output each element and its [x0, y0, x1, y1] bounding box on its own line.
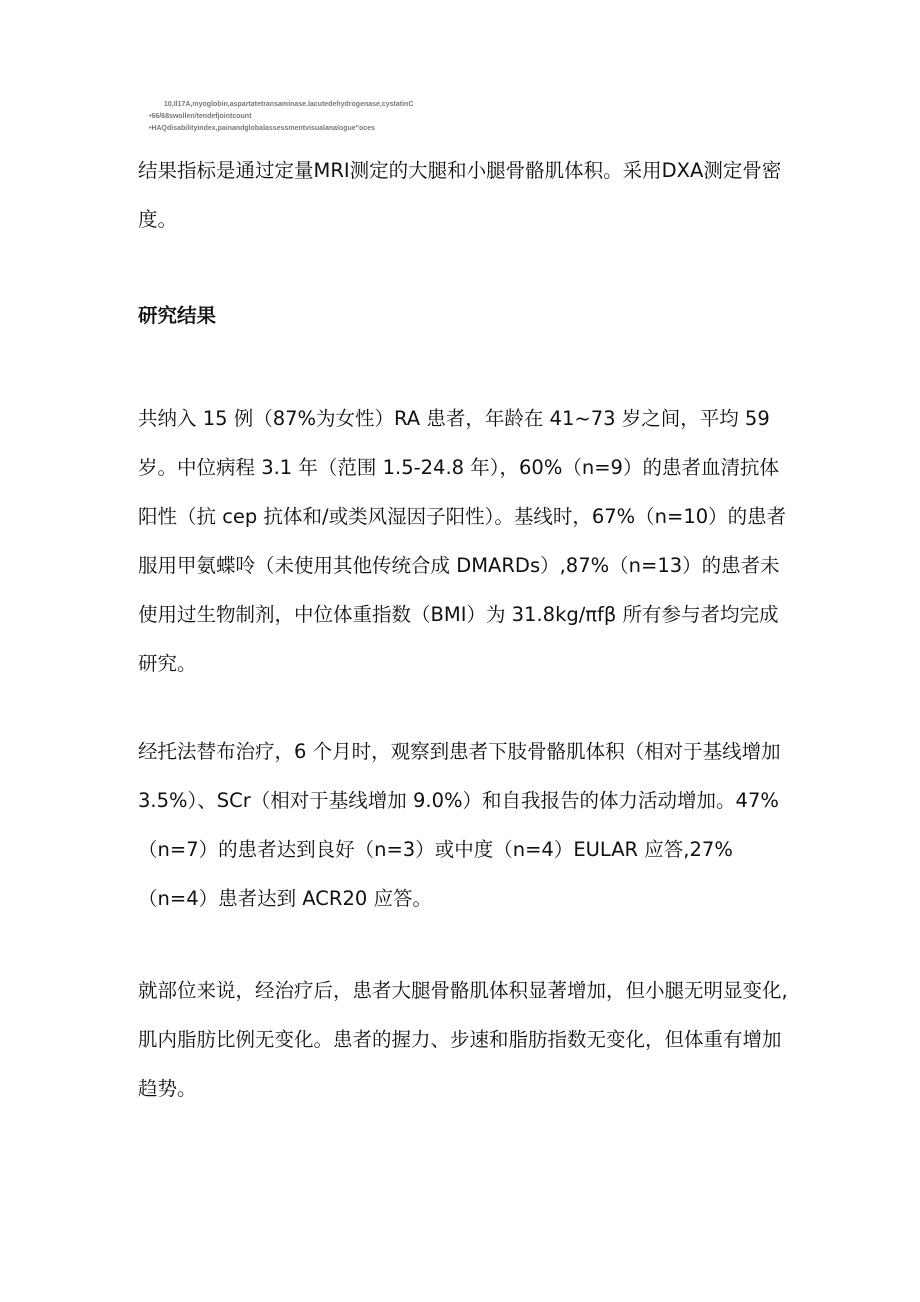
treatment-paragraph: 经托法替布治疗，6 个月时，观察到患者下肢骨骼肌体积（相对于基线增加 3.5%）、SCr（相对于基线增加 9.0%）和自我报告的体力活动增加。47%（n=7）的患者达到良好（n=3）或中度（n=4）EULAR 应答,27%（n=4）患者达到 ACR20 应答。: [138, 740, 781, 910]
footnote-block: [149, 99, 413, 135]
results-heading: 研究结果: [138, 304, 217, 327]
footnote-line-1: 10,Il17A,myoglobin,aspartatetransaminase.lacutedehydrogenase,cystatinC: [164, 101, 414, 108]
footnote-line-3: •HAQdisabilityindex,painandglobalassessmentvisualanalogue"oces: [149, 125, 375, 132]
regional-paragraph: 就部位来说，经治疗后，患者大腿骨骼肌体积显著增加，但小腿无明显变化,肌内脂肪比例无变化。患者的握力、步速和脂肪指数无变化，但体重有增加趋势。: [138, 979, 788, 1100]
footnote-line-2: •66/68swollen/tendefjointcount: [149, 113, 252, 120]
baseline-paragraph: 共纳入 15 例（87%为女性）RA 患者，年龄在 41~73 岁之间，平均 59 岁。中位病程 3.1 年（范围 1.5-24.8 年），60%（n=9）的患者血清抗体阳性（抗 cep 抗体和/或类风湿因子阳性）。基线时，67%（n=10）的患者服用甲氨蝶呤（未使用其他传统合成 DMARDs）,87%（n=13）的患者未使用过生物制剂，中位体重指数（BMI）为 31.8kg∕πfβ 所有参与者均完成研究。: [138, 407, 787, 675]
outcome-paragraph: 结果指标是通过定量MRI测定的大腿和小腿骨骼肌体积。采用DXA测定骨密度。: [138, 159, 782, 231]
